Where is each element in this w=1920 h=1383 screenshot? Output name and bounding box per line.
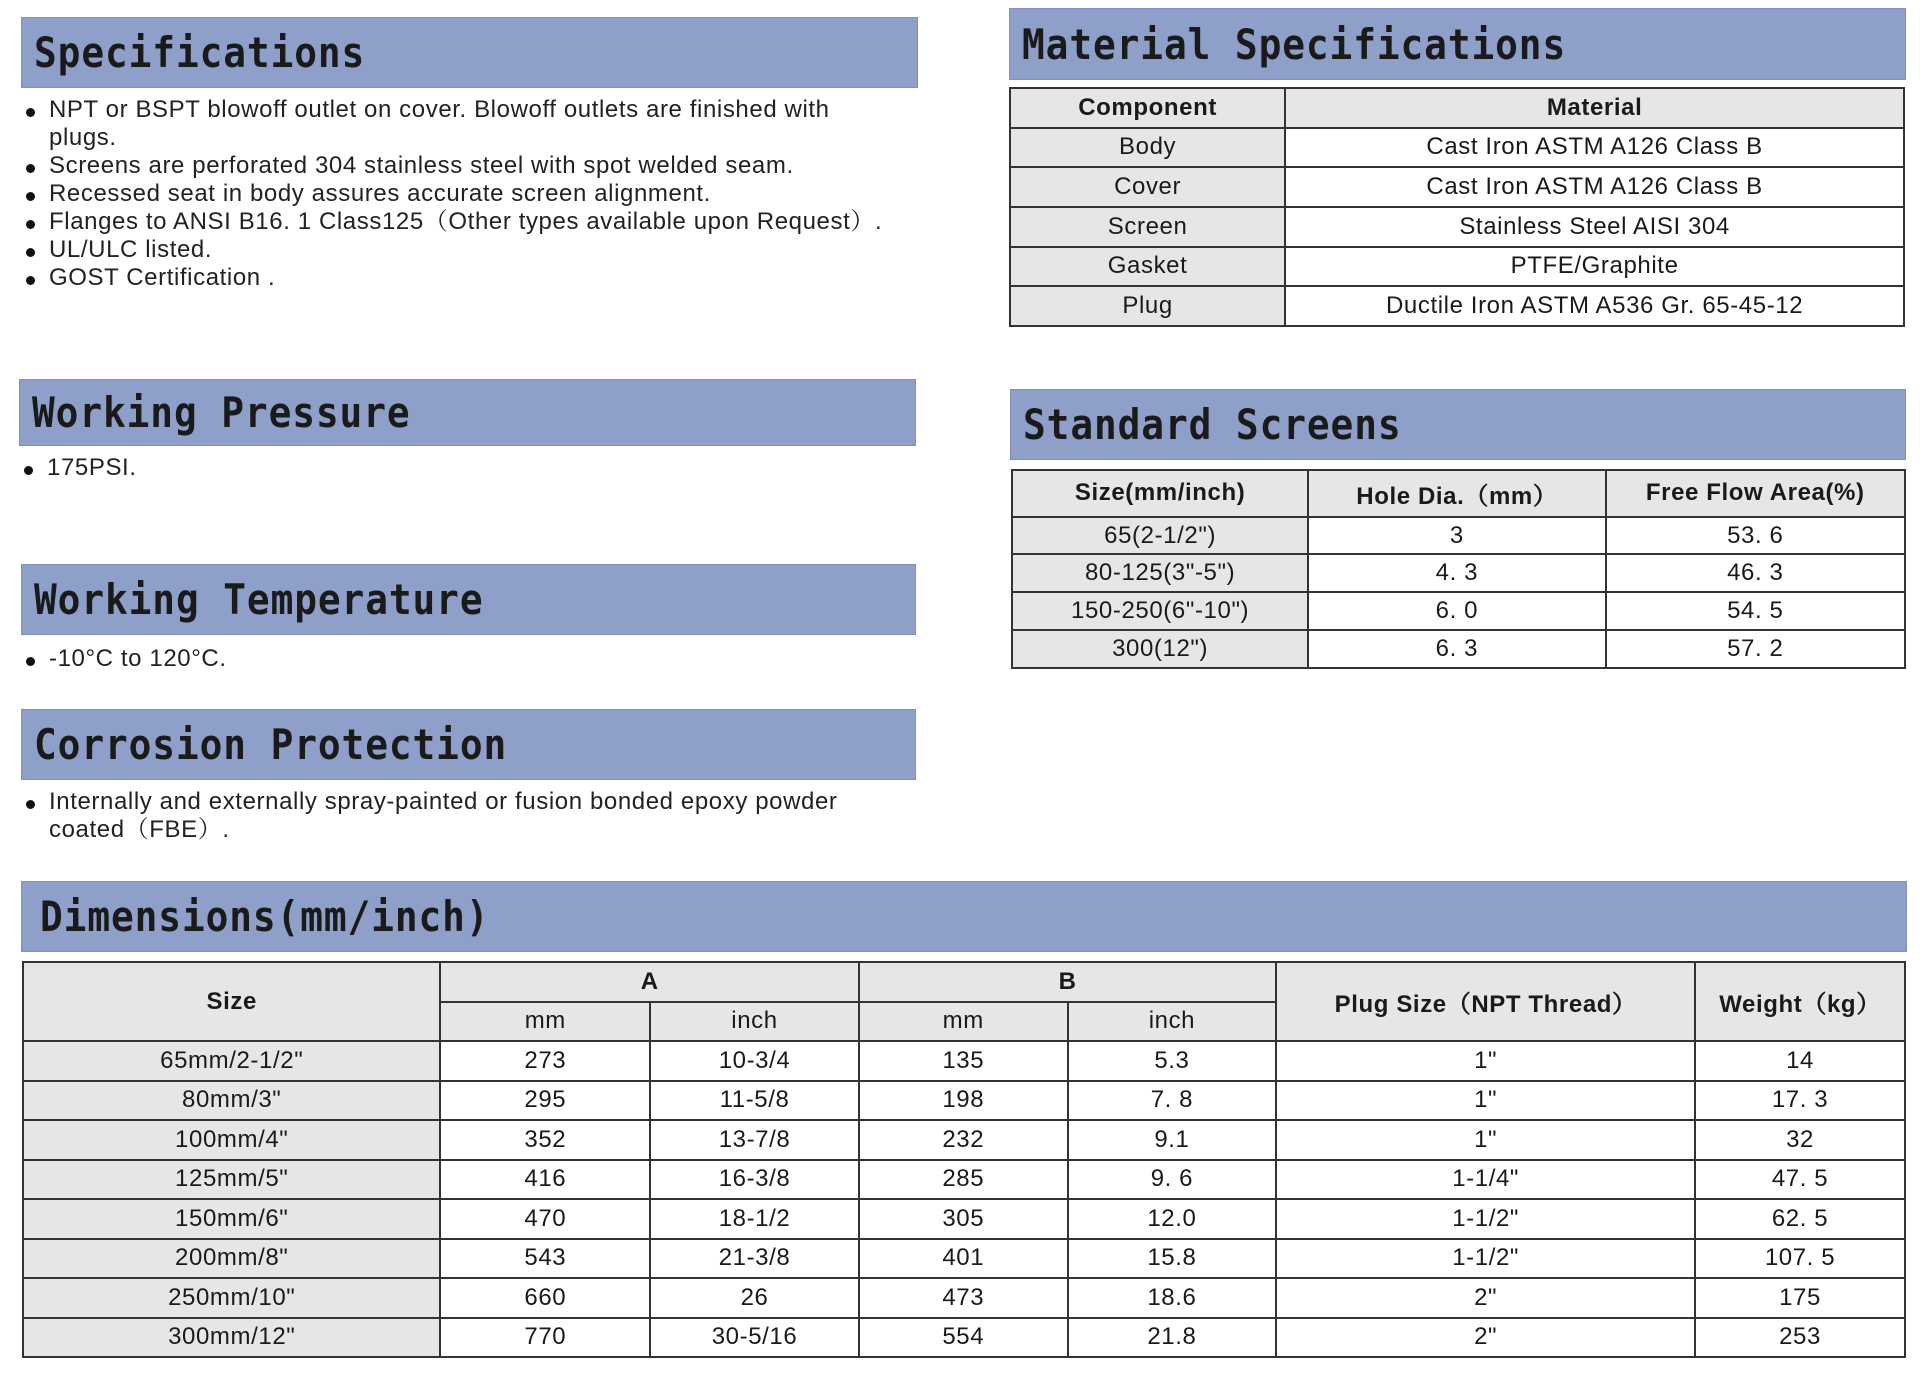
- free-flow-cell: 46. 3: [1606, 554, 1905, 592]
- working-temperature-header: [21, 564, 916, 635]
- plug-size-cell: 1-1/2": [1276, 1239, 1695, 1279]
- size-cell: 150-250(6"-10"): [1012, 592, 1308, 630]
- plug-size-cell: 1": [1276, 1041, 1695, 1081]
- b-inch-cell: 9. 6: [1068, 1160, 1277, 1200]
- material-cell: Ductile Iron ASTM A536 Gr. 65-45-12: [1285, 286, 1904, 326]
- list-item: -10°C to 120°C.: [21, 645, 916, 673]
- b-mm-cell: 473: [859, 1278, 1068, 1318]
- material-cell: Cast Iron ASTM A126 Class B: [1285, 167, 1904, 207]
- a-inch-cell: 26: [650, 1278, 859, 1318]
- a-mm-cell: 470: [440, 1199, 650, 1239]
- table-row: [1010, 167, 1904, 207]
- specifications-title: Specifications: [34, 28, 366, 77]
- b-inch-cell: 9.1: [1068, 1120, 1277, 1160]
- hole-dia-cell: 6. 0: [1308, 592, 1605, 630]
- material-cell: Cast Iron ASTM A126 Class B: [1285, 128, 1904, 168]
- b-inch-cell: 15.8: [1068, 1239, 1277, 1279]
- table-row: [1012, 630, 1905, 668]
- working-pressure-title: Working Pressure: [32, 388, 411, 437]
- weight-cell: 32: [1695, 1120, 1905, 1160]
- table-row: [23, 1081, 1905, 1121]
- table-row: [1010, 207, 1904, 247]
- column-header: Size(mm/inch): [1012, 470, 1308, 517]
- size-cell: 300(12"): [1012, 630, 1308, 668]
- size-cell: 80-125(3"-5"): [1012, 554, 1308, 592]
- size-cell: 150mm/6": [23, 1199, 440, 1239]
- component-cell: Screen: [1010, 207, 1285, 247]
- table-row: [1010, 247, 1904, 287]
- list-item: Recessed seat in body assures accurate screen alignment.: [21, 180, 891, 208]
- weight-cell: 17. 3: [1695, 1081, 1905, 1121]
- list-item: GOST Certification .: [21, 264, 891, 292]
- table-row: [1012, 517, 1905, 555]
- size-cell: 65(2-1/2"): [1012, 517, 1308, 555]
- hole-dia-cell: 3: [1308, 517, 1605, 555]
- standard-screens-header: [1010, 389, 1906, 460]
- column-header: Hole Dia.（mm）: [1308, 470, 1605, 517]
- a-inch-cell: 21-3/8: [650, 1239, 859, 1279]
- b-header: B: [859, 962, 1276, 1002]
- dimensions-section: [21, 881, 1907, 952]
- a-mm-header: mm: [440, 1002, 650, 1042]
- plug-size-header: Plug Size（NPT Thread）: [1276, 962, 1695, 1041]
- weight-cell: 253: [1695, 1318, 1905, 1358]
- size-cell: 65mm/2-1/2": [23, 1041, 440, 1081]
- table-header-row: [23, 962, 1905, 1002]
- specifications-list: [21, 96, 891, 292]
- b-inch-cell: 7. 8: [1068, 1081, 1277, 1121]
- working-pressure-header: [19, 379, 916, 446]
- a-mm-cell: 770: [440, 1318, 650, 1358]
- a-mm-cell: 295: [440, 1081, 650, 1121]
- a-mm-cell: 273: [440, 1041, 650, 1081]
- weight-cell: 14: [1695, 1041, 1905, 1081]
- working-pressure-section: [19, 379, 916, 482]
- size-cell: 300mm/12": [23, 1318, 440, 1358]
- component-cell: Gasket: [1010, 247, 1285, 287]
- material-specifications-header: [1009, 8, 1906, 80]
- a-inch-cell: 16-3/8: [650, 1160, 859, 1200]
- standard-screens-table: [1011, 469, 1906, 669]
- table-row: [23, 1160, 1905, 1200]
- table-header-row: [1012, 470, 1905, 517]
- table-row: [1010, 128, 1904, 168]
- a-inch-cell: 18-1/2: [650, 1199, 859, 1239]
- a-mm-cell: 543: [440, 1239, 650, 1279]
- a-inch-header: inch: [650, 1002, 859, 1042]
- b-mm-cell: 232: [859, 1120, 1068, 1160]
- corrosion-protection-title: Corrosion Protection: [34, 720, 508, 769]
- working-temperature-title: Working Temperature: [34, 575, 484, 624]
- hole-dia-cell: 6. 3: [1308, 630, 1605, 668]
- material-cell: PTFE/Graphite: [1285, 247, 1904, 287]
- b-mm-header: mm: [859, 1002, 1068, 1042]
- corrosion-protection-list: [21, 788, 871, 844]
- table-row: [1012, 592, 1905, 630]
- component-cell: Cover: [1010, 167, 1285, 207]
- table-row: [23, 1120, 1905, 1160]
- corrosion-protection-header: [21, 709, 916, 780]
- dimensions-table: [22, 961, 1906, 1358]
- weight-cell: 62. 5: [1695, 1199, 1905, 1239]
- weight-header: Weight（kg）: [1695, 962, 1905, 1041]
- free-flow-cell: 53. 6: [1606, 517, 1905, 555]
- table-row: [23, 1041, 1905, 1081]
- a-header: A: [440, 962, 858, 1002]
- table-row: [23, 1239, 1905, 1279]
- weight-cell: 175: [1695, 1278, 1905, 1318]
- b-mm-cell: 401: [859, 1239, 1068, 1279]
- b-mm-cell: 198: [859, 1081, 1068, 1121]
- material-specifications-section: [1009, 8, 1906, 80]
- table-row: [23, 1278, 1905, 1318]
- column-header: Free Flow Area(%): [1606, 470, 1905, 517]
- column-header: Material: [1285, 88, 1904, 128]
- standard-screens-section: [1010, 389, 1906, 460]
- specifications-header: [21, 17, 918, 88]
- b-inch-cell: 21.8: [1068, 1318, 1277, 1358]
- a-inch-cell: 10-3/4: [650, 1041, 859, 1081]
- material-specifications-table: [1009, 87, 1905, 327]
- b-inch-cell: 18.6: [1068, 1278, 1277, 1318]
- size-cell: 250mm/10": [23, 1278, 440, 1318]
- list-item: Internally and externally spray-painted or fusion bonded epoxy powder coated（FBE）.: [21, 788, 871, 844]
- b-mm-cell: 305: [859, 1199, 1068, 1239]
- size-cell: 125mm/5": [23, 1160, 440, 1200]
- weight-cell: 47. 5: [1695, 1160, 1905, 1200]
- material-cell: Stainless Steel AISI 304: [1285, 207, 1904, 247]
- a-inch-cell: 11-5/8: [650, 1081, 859, 1121]
- free-flow-cell: 57. 2: [1606, 630, 1905, 668]
- a-inch-cell: 13-7/8: [650, 1120, 859, 1160]
- size-cell: 100mm/4": [23, 1120, 440, 1160]
- a-mm-cell: 352: [440, 1120, 650, 1160]
- b-inch-cell: 5.3: [1068, 1041, 1277, 1081]
- b-inch-cell: 12.0: [1068, 1199, 1277, 1239]
- material-specifications-title: Material Specifications: [1022, 19, 1567, 69]
- list-item: Flanges to ANSI B16. 1 Class125（Other types available upon Request）.: [21, 208, 891, 236]
- size-cell: 200mm/8": [23, 1239, 440, 1279]
- b-mm-cell: 554: [859, 1318, 1068, 1358]
- b-mm-cell: 285: [859, 1160, 1068, 1200]
- corrosion-protection-section: [21, 709, 916, 844]
- a-mm-cell: 660: [440, 1278, 650, 1318]
- hole-dia-cell: 4. 3: [1308, 554, 1605, 592]
- weight-cell: 107. 5: [1695, 1239, 1905, 1279]
- component-cell: Body: [1010, 128, 1285, 168]
- dimensions-title: Dimensions(mm/inch): [40, 892, 490, 941]
- working-temperature-section: [21, 564, 916, 673]
- plug-size-cell: 1-1/4": [1276, 1160, 1695, 1200]
- plug-size-cell: 1-1/2": [1276, 1199, 1695, 1239]
- working-temperature-list: [21, 645, 916, 673]
- plug-size-cell: 1": [1276, 1120, 1695, 1160]
- list-item: 175PSI.: [19, 454, 916, 482]
- working-pressure-list: [19, 454, 916, 482]
- b-inch-header: inch: [1068, 1002, 1277, 1042]
- size-header: Size: [23, 962, 440, 1041]
- list-item: NPT or BSPT blowoff outlet on cover. Blowoff outlets are finished with plugs.: [21, 96, 891, 152]
- free-flow-cell: 54. 5: [1606, 592, 1905, 630]
- table-header-row: [1010, 88, 1904, 128]
- plug-size-cell: 2": [1276, 1318, 1695, 1358]
- column-header: Component: [1010, 88, 1285, 128]
- standard-screens-title: Standard Screens: [1023, 400, 1402, 449]
- component-cell: Plug: [1010, 286, 1285, 326]
- plug-size-cell: 1": [1276, 1081, 1695, 1121]
- dimensions-header: [21, 881, 1907, 952]
- table-row: [1012, 554, 1905, 592]
- table-row: [1010, 286, 1904, 326]
- table-row: [23, 1318, 1905, 1358]
- list-item: UL/ULC listed.: [21, 236, 891, 264]
- size-cell: 80mm/3": [23, 1081, 440, 1121]
- a-mm-cell: 416: [440, 1160, 650, 1200]
- list-item: Screens are perforated 304 stainless steel with spot welded seam.: [21, 152, 891, 180]
- a-inch-cell: 30-5/16: [650, 1318, 859, 1358]
- plug-size-cell: 2": [1276, 1278, 1695, 1318]
- b-mm-cell: 135: [859, 1041, 1068, 1081]
- table-row: [23, 1199, 1905, 1239]
- specifications-section: [21, 17, 918, 292]
